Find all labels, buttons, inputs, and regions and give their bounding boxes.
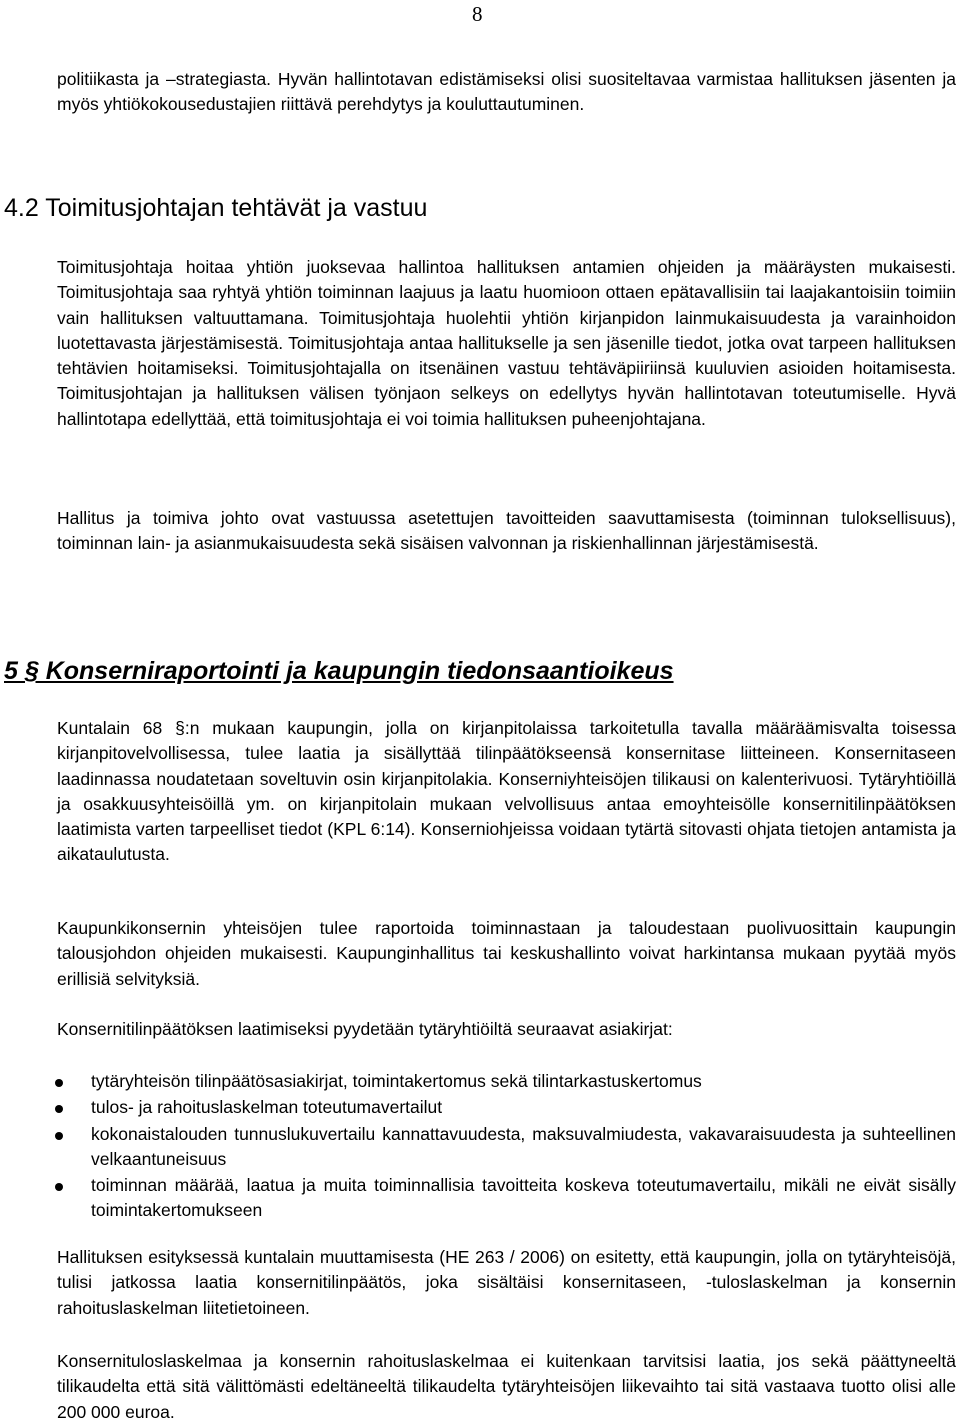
list-item-text: toiminnan määrää, laatua ja muita toiminnallisia tavoitteita koskeva toteutumavertailu, mikäli ne eivät sisälly toimintakertomukseen (91, 1175, 956, 1221)
bullet-list (57, 1069, 956, 1224)
list-item (57, 1069, 956, 1094)
section-5-paragraph-1: Kuntalain 68 §:n mukaan kaupungin, jolla on kirjanpitolaissa tarkoitetulla tavalla määräämisvalta toisessa kirjanpitovelvollisessa, tulee laatia ja sisällyttää tilinpäätökseensä konsernitase liitteineen. Konsernitaseen laadinnassa noudatetaan soveltuvin osin kirjanpitolakia. Konserniyhteisöjen tilikausi on kalenterivuosi. Tytäryhtiöillä ja osakkuusyhteisöillä ym. on kirjanpitolain mukaan velvollisuus antaa emoyhteisölle konsernitilinpäätöksen laatimista varten tarpeelliset tiedot (KPL 6:14). Konserniohjeissa voidaan tytärtä sitovasti ohjata tietojen antamista ja aikataulutusta. (57, 718, 956, 865)
section-5-paragraph-2: Kaupunkikonsernin yhteisöjen tulee raportoida toiminnastaan ja taloudestaan puolivuosittain kaupungin talousjohdon ohjeiden mukaisesti. Kaupunginhallitus tai keskushallinto voivat harkintansa mukaan pyytää myös erillisiä selvityksiä. (57, 918, 956, 989)
document-list (57, 1069, 956, 1225)
list-item (57, 1173, 956, 1224)
page-number: 8 (472, 2, 483, 26)
section-5-paragraph-4: Hallituksen esityksessä kuntalain muuttamisesta (HE 263 / 2006) on esitetty, että kaupungin, jolla on tytäryhteisöjä, tulisi jatkossa laatia konsernitilinpäätös, joka sisältäisi konsernitaseen, -tuloslaskelman ja konsernin rahoituslaskelman liitetietoineen. (57, 1247, 956, 1318)
section-heading-5: 5 § Konserniraportointi ja kaupungin tiedonsaantioikeus (4, 657, 674, 685)
section-5-paragraph-5: Konsernituloslaskelmaa ja konsernin rahoituslaskelmaa ei kuitenkaan tarvitsisi laatia, jos sekä päättyneeltä tilikaudelta että sitä välittömästi edeltäneeltä tilikaudelta tytäryhteisöjen liikevaihto tai sitä vastaava tuotto olisi alle 200 000 euroa. (57, 1351, 956, 1422)
intro-paragraph: politiikasta ja –strategiasta. Hyvän hallintotavan edistämiseksi olisi suositeltavaa varmistaa hallituksen jäsenten ja myös yhtiökokousedustajien riittävä perehdytys ja kouluttautuminen. (57, 69, 956, 115)
list-item-text: tytäryhteisön tilinpäätösasiakirjat, toimintakertomus sekä tilintarkastuskertomus (91, 1071, 702, 1091)
list-item-text: kokonaistalouden tunnuslukuvertailu kannattavuudesta, maksuvalmiudesta, vakavaraisuudesta ja suhteellinen velkaantuneisuus (91, 1123, 956, 1169)
section-5-paragraph-3: Konsernitilinpäätöksen laatimiseksi pyydetään tytäryhtiöiltä seuraavat asiakirjat: (57, 1019, 673, 1039)
list-item (57, 1122, 956, 1173)
list-item-text: tulos- ja rahoituslaskelman toteutumavertailut (91, 1097, 443, 1118)
section-4-2-paragraph-1: Toimitusjohtaja hoitaa yhtiön juoksevaa hallintoa hallituksen antamien ohjeiden ja määräysten mukaisesti. Toimitusjohtaja saa ryhtyä yhtiön toiminnan laajuus ja laatu huomioon ottaen epätavallisiin tai laajakantoisiin toimiin vain hallituksen valtuuttamana. Toimitusjohtaja huolehtii yhtiön kirjanpidon lainmukaisuudesta ja varainhoidon luotettavasta järjestämisestä. Toimitusjohtaja antaa hallitukselle ja sen jäsenille tiedot, jotka ovat tarpeen hallituksen tehtävien hoitamiseksi. Toimitusjohtajalla on itsenäinen vastuu tehtäväpiiriinsä kuuluvien asioiden hoitamisesta. Toimitusjohtajan ja hallituksen välisen työnjaon selkeys on edellytys hyvän hallintotavan toteutumiselle. Hyvä hallintotapa edellyttää, että toimitusjohtaja ei voi toimia hallituksen puheenjohtajana. (57, 257, 956, 429)
bullet-icon (55, 1105, 63, 1113)
bullet-icon (55, 1079, 63, 1087)
bullet-icon (55, 1132, 63, 1140)
bullet-icon (55, 1183, 63, 1191)
section-heading-4-2: 4.2 Toimitusjohtajan tehtävät ja vastuu (4, 194, 428, 222)
list-item (57, 1095, 956, 1120)
section-4-2-paragraph-2: Hallitus ja toimiva johto ovat vastuussa asetettujen tavoitteiden saavuttamisesta (toiminnan tuloksellisuus), toiminnan lain- ja asianmukaisuudesta sekä sisäisen valvonnan ja riskienhallinnan järjestämisestä. (57, 508, 956, 554)
